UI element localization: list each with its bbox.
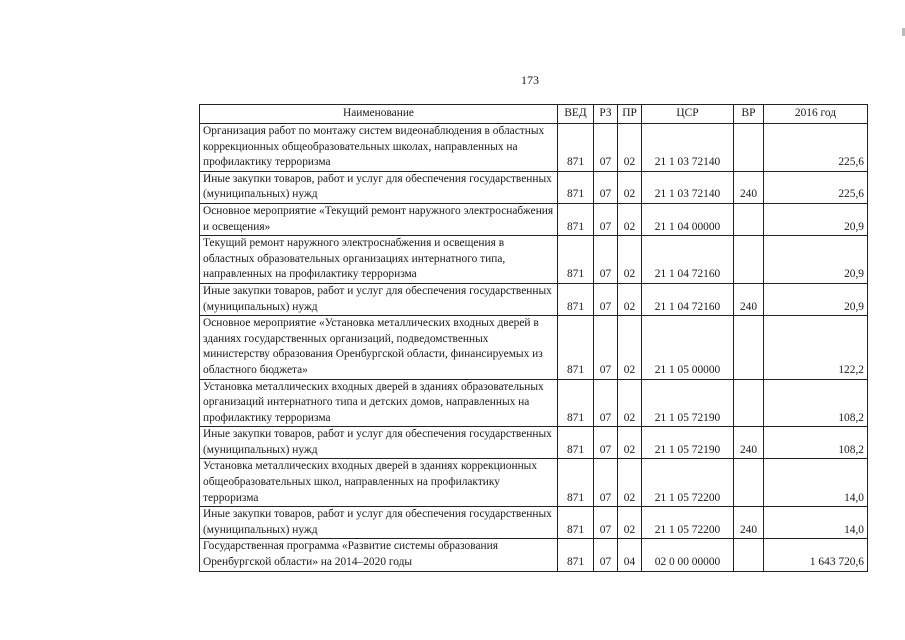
row-pr: 02: [618, 283, 642, 315]
row-rz: 07: [594, 507, 618, 539]
row-ved: 871: [558, 203, 594, 235]
row-amount: 225,6: [764, 171, 868, 203]
table-row: [200, 507, 868, 539]
row-vr: [734, 236, 764, 284]
table-row: [200, 124, 868, 172]
row-amount: 122,2: [764, 316, 868, 379]
row-csr: 21 1 04 72160: [642, 283, 734, 315]
row-vr: 240: [734, 171, 764, 203]
row-rz: 07: [594, 283, 618, 315]
row-rz: 07: [594, 459, 618, 507]
row-csr: 21 1 05 00000: [642, 316, 734, 379]
row-ved: 871: [558, 427, 594, 459]
row-vr: [734, 316, 764, 379]
row-csr: 02 0 00 00000: [642, 539, 734, 571]
row-pr: 02: [618, 507, 642, 539]
row-name: Иные закупки товаров, работ и услуг для обеспечения государственных (муниципальных) нужд: [200, 283, 558, 315]
row-name: Государственная программа «Развитие системы образования Оренбургской области» на 2014–2020 годы: [200, 539, 558, 571]
row-ved: 871: [558, 171, 594, 203]
row-rz: 07: [594, 316, 618, 379]
row-ved: 871: [558, 539, 594, 571]
row-csr: 21 1 04 00000: [642, 203, 734, 235]
row-ved: 871: [558, 124, 594, 172]
row-name: Организация работ по монтажу систем видеонаблюдения в областных коррекционных общеобразовательных школах, направленных на профилактику терроризма: [200, 124, 558, 172]
row-amount: 108,2: [764, 379, 868, 427]
row-amount: 225,6: [764, 124, 868, 172]
table-row: [200, 316, 868, 379]
header-vr: ВР: [734, 105, 764, 124]
row-vr: 240: [734, 507, 764, 539]
row-pr: 02: [618, 124, 642, 172]
row-amount: 20,9: [764, 283, 868, 315]
row-name: Установка металлических входных дверей в зданиях коррекционных общеобразовательных школ, направленных на профилактику терроризма: [200, 459, 558, 507]
row-pr: 02: [618, 236, 642, 284]
row-ved: 871: [558, 459, 594, 507]
row-csr: 21 1 03 72140: [642, 124, 734, 172]
row-pr: 04: [618, 539, 642, 571]
row-csr: 21 1 05 72200: [642, 507, 734, 539]
row-rz: 07: [594, 236, 618, 284]
row-ved: 871: [558, 507, 594, 539]
row-ved: 871: [558, 316, 594, 379]
table-row: [200, 539, 868, 571]
header-ved: ВЕД: [558, 105, 594, 124]
row-pr: 02: [618, 316, 642, 379]
table-header-row: [200, 105, 868, 124]
row-name: Иные закупки товаров, работ и услуг для обеспечения государственных (муниципальных) нужд: [200, 427, 558, 459]
row-ved: 871: [558, 379, 594, 427]
table-row: [200, 236, 868, 284]
row-amount: 14,0: [764, 459, 868, 507]
row-ved: 871: [558, 283, 594, 315]
row-amount: 1 643 720,6: [764, 539, 868, 571]
row-amount: 20,9: [764, 203, 868, 235]
row-csr: 21 1 04 72160: [642, 236, 734, 284]
row-rz: 07: [594, 203, 618, 235]
row-vr: 240: [734, 283, 764, 315]
row-name: Иные закупки товаров, работ и услуг для обеспечения государственных (муниципальных) нужд: [200, 171, 558, 203]
row-vr: [734, 459, 764, 507]
table-row: [200, 459, 868, 507]
budget-table-container: [199, 104, 868, 572]
row-name: Основное мероприятие «Установка металлических входных дверей в зданиях государственных организаций, подведомственных министерству образования Оренбургской области, финансируемых из областного бюджета»: [200, 316, 558, 379]
row-pr: 02: [618, 379, 642, 427]
budget-table: [199, 104, 868, 572]
row-name: Основное мероприятие «Текущий ремонт наружного электроснабжения и освещения»: [200, 203, 558, 235]
row-csr: 21 1 05 72190: [642, 427, 734, 459]
row-vr: [734, 203, 764, 235]
row-pr: 02: [618, 171, 642, 203]
header-name: Наименование: [200, 105, 558, 124]
row-vr: [734, 124, 764, 172]
header-csr: ЦСР: [642, 105, 734, 124]
row-rz: 07: [594, 539, 618, 571]
row-amount: 20,9: [764, 236, 868, 284]
page-number: 173: [521, 73, 539, 87]
table-row: [200, 283, 868, 315]
row-name: Текущий ремонт наружного электроснабжения и освещения в областных образовательных организациях интернатного типа, направленных на профилактику терроризма: [200, 236, 558, 284]
row-amount: 14,0: [764, 507, 868, 539]
row-pr: 02: [618, 427, 642, 459]
header-pr: ПР: [618, 105, 642, 124]
row-rz: 07: [594, 171, 618, 203]
table-row: [200, 379, 868, 427]
row-csr: 21 1 05 72200: [642, 459, 734, 507]
row-name: Иные закупки товаров, работ и услуг для обеспечения государственных (муниципальных) нужд: [200, 507, 558, 539]
row-rz: 07: [594, 124, 618, 172]
row-csr: 21 1 05 72190: [642, 379, 734, 427]
row-csr: 21 1 03 72140: [642, 171, 734, 203]
table-row: [200, 203, 868, 235]
row-vr: [734, 539, 764, 571]
row-ved: 871: [558, 236, 594, 284]
row-rz: 07: [594, 379, 618, 427]
row-vr: 240: [734, 427, 764, 459]
row-vr: [734, 379, 764, 427]
table-row: [200, 427, 868, 459]
header-rz: РЗ: [594, 105, 618, 124]
header-year: 2016 год: [764, 105, 868, 124]
row-amount: 108,2: [764, 427, 868, 459]
table-row: [200, 171, 868, 203]
row-rz: 07: [594, 427, 618, 459]
row-pr: 02: [618, 203, 642, 235]
row-pr: 02: [618, 459, 642, 507]
row-name: Установка металлических входных дверей в зданиях образовательных организаций интернатного типа и детских домов, направленных на профилактику терроризма: [200, 379, 558, 427]
